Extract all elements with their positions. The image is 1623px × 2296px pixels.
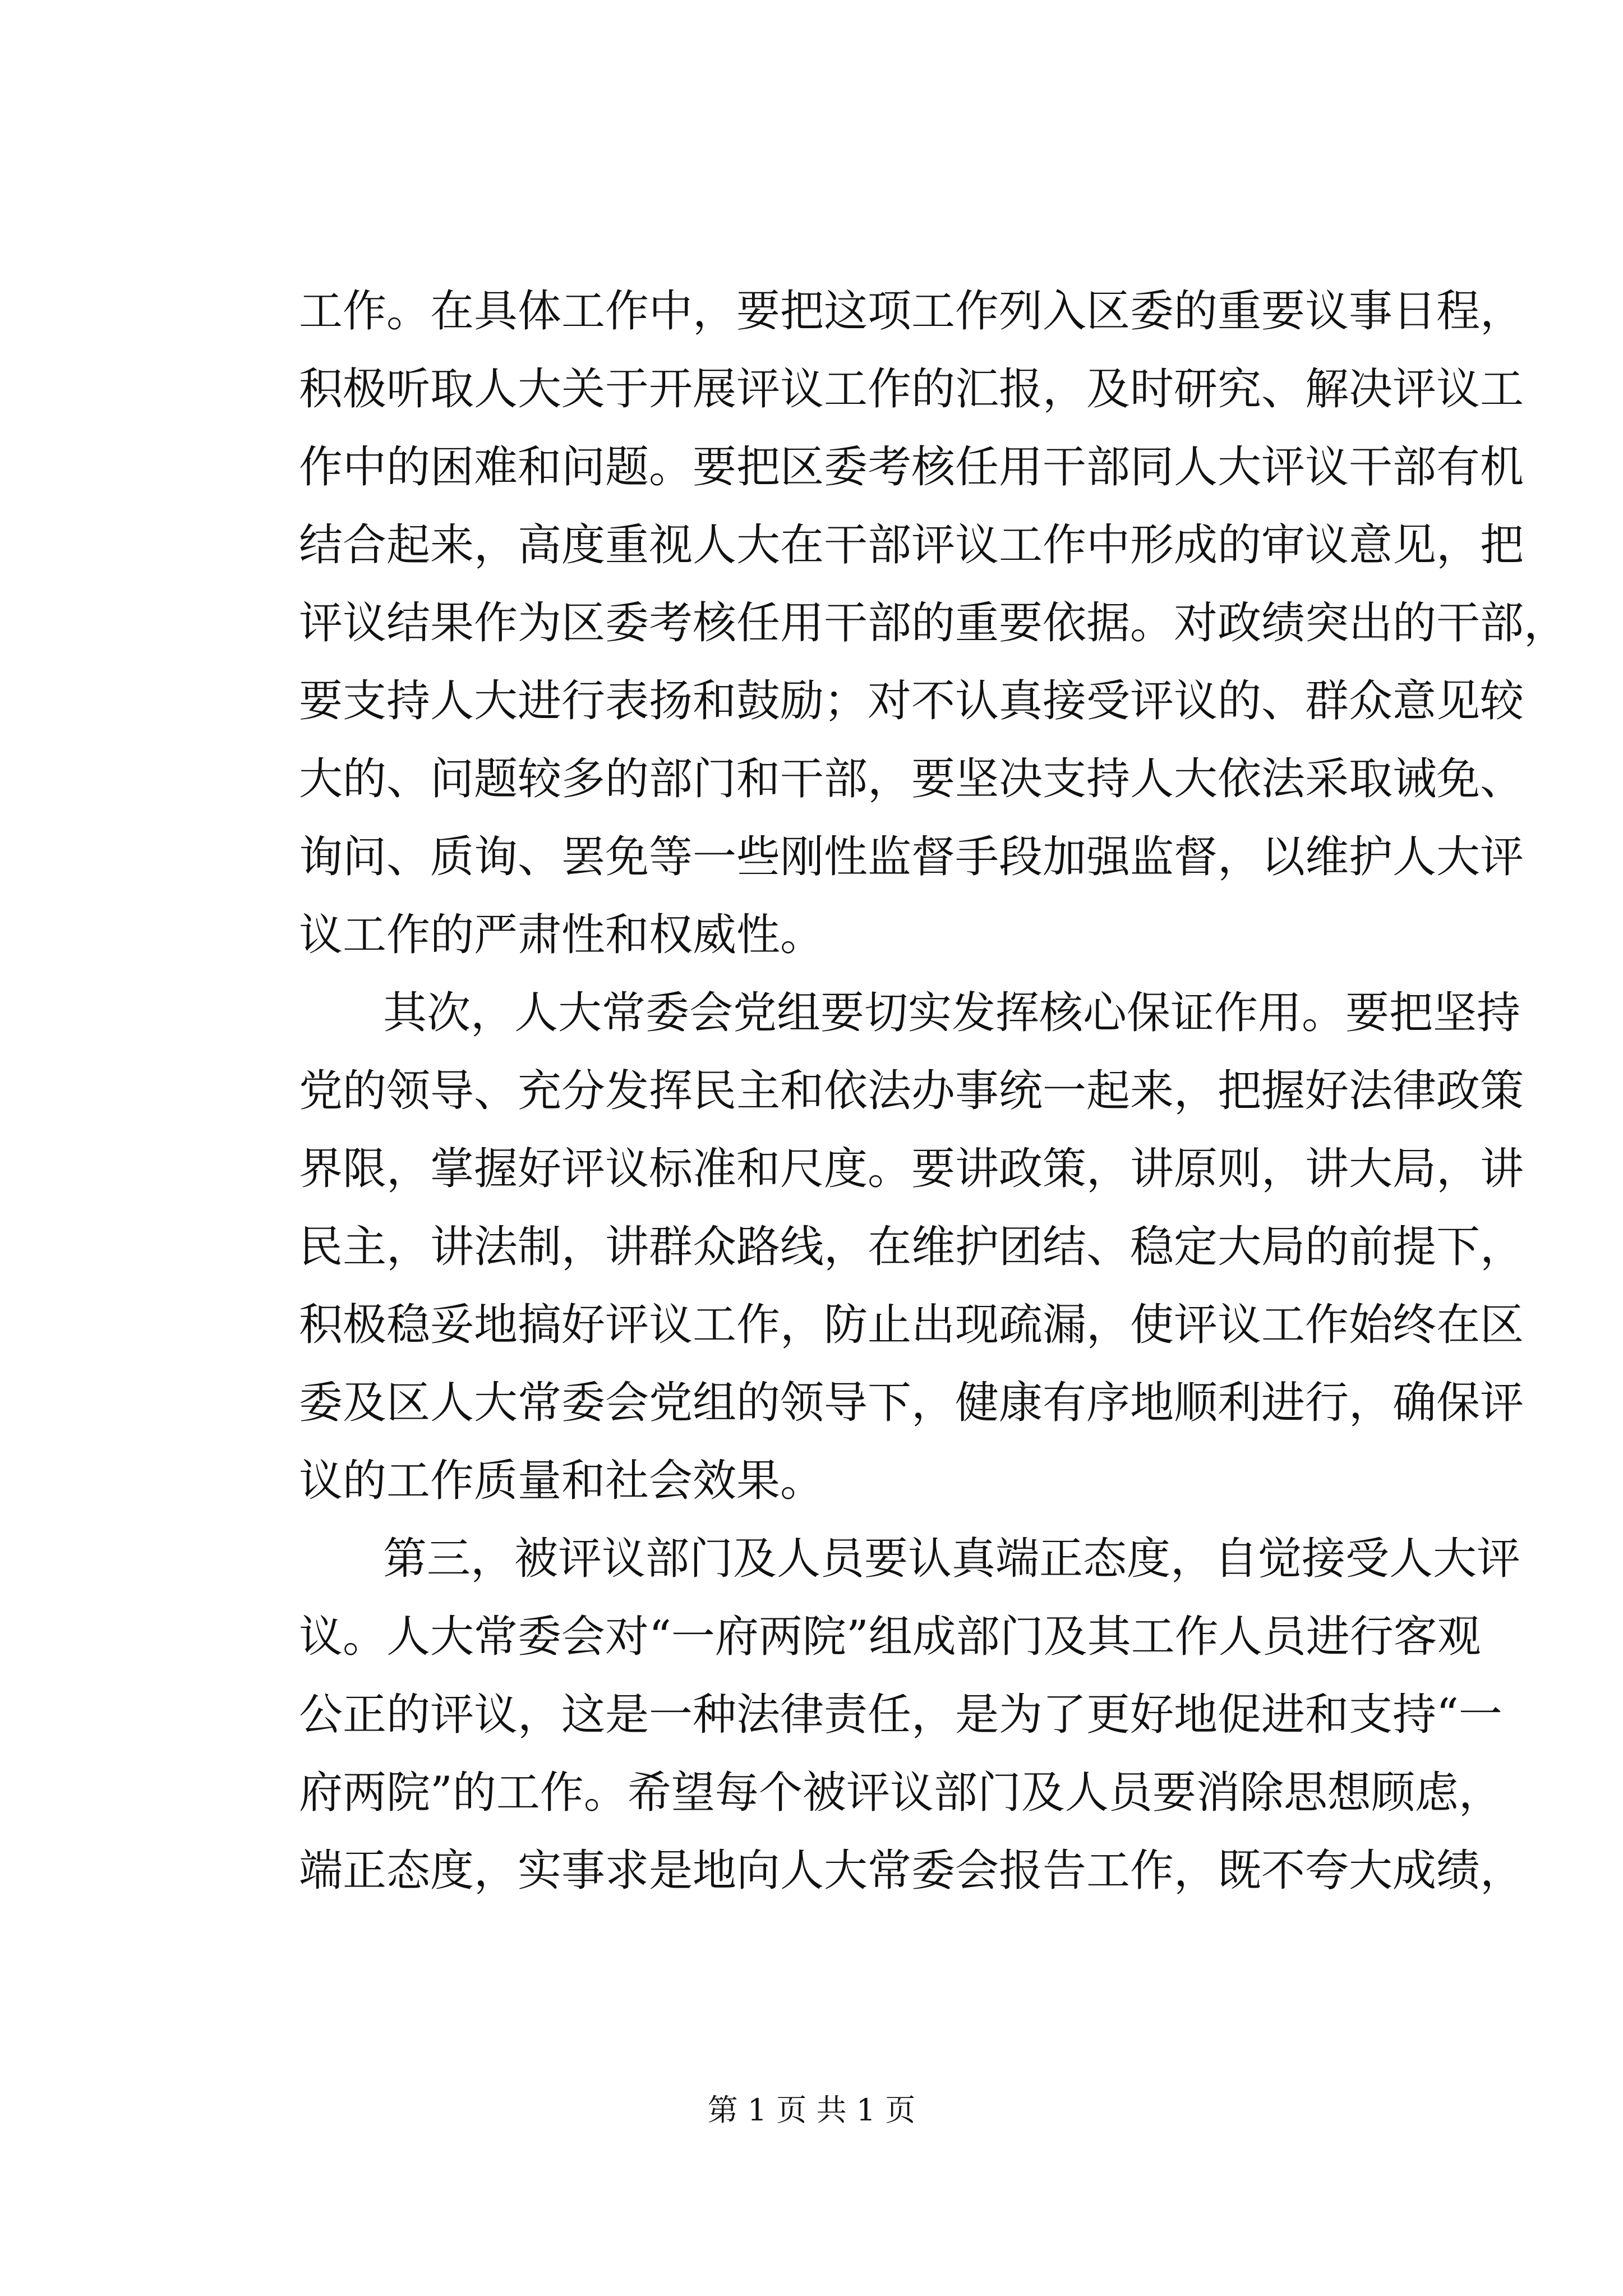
page-number-footer: 第 1 页 共 1 页: [707, 2092, 916, 2128]
text-line-9: 议工作的严肃性和权威性。: [299, 910, 824, 960]
text-line-6: 要支持人大进行表扬和鼓励；对不认真接受评议的、群众意见较: [299, 676, 1524, 726]
text-line-8: 询问、质询、罢免等一些刚性监督手段加强监督，以维护人大评: [299, 832, 1524, 882]
text-line-14: 积极稳妥地搞好评议工作，防止出现疏漏，使评议工作始终在区: [299, 1300, 1524, 1350]
text-line-11: 党的领导、充分发挥民主和依法办事统一起来，把握好法律政策: [299, 1066, 1524, 1116]
text-line-1: 工作。在具体工作中，要把这项工作列入区委的重要议事日程，: [299, 286, 1524, 337]
text-line-21: 端正态度，实事求是地向人大常委会报告工作，既不夸大成绩，: [299, 1846, 1524, 1896]
text-line-3: 作中的困难和问题。要把区委考核任用干部同人大评议干部有机: [299, 442, 1524, 493]
text-line-17: 第三，被评议部门及人员要认真端正态度，自觉接受人大评: [383, 1534, 1521, 1584]
text-line-18: 议。人大常委会对“一府两院”组成部门及其工作人员进行客观: [299, 1612, 1481, 1662]
text-line-16: 议的工作质量和社会效果。: [299, 1456, 824, 1506]
text-line-19: 公正的评议，这是一种法律责任，是为了更好地促进和支持“一: [299, 1690, 1502, 1740]
text-line-4: 结合起来，高度重视人大在干部评议工作中形成的审议意见，把: [299, 520, 1524, 570]
text-line-7: 大的、问题较多的部门和干部，要坚决支持人大依法采取诫免、: [299, 754, 1524, 804]
text-line-12: 界限，掌握好评议标准和尺度。要讲政策，讲原则，讲大局，讲: [299, 1144, 1524, 1194]
text-line-15: 委及区人大常委会党组的领导下，健康有序地顺利进行，确保评: [299, 1378, 1524, 1428]
text-line-13: 民主，讲法制，讲群众路线，在维护团结、稳定大局的前提下，: [299, 1222, 1524, 1272]
text-line-10: 其次，人大常委会党组要切实发挥核心保证作用。要把坚持: [383, 988, 1521, 1038]
text-line-20: 府两院”的工作。希望每个被评议部门及人员要消除思想顾虑，: [299, 1768, 1502, 1818]
text-line-5: 评议结果作为区委考核任用干部的重要依据。对政绩突出的干部，: [299, 598, 1568, 648]
text-line-2: 积极听取人大关于开展评议工作的汇报，及时研究、解决评议工: [299, 364, 1524, 415]
